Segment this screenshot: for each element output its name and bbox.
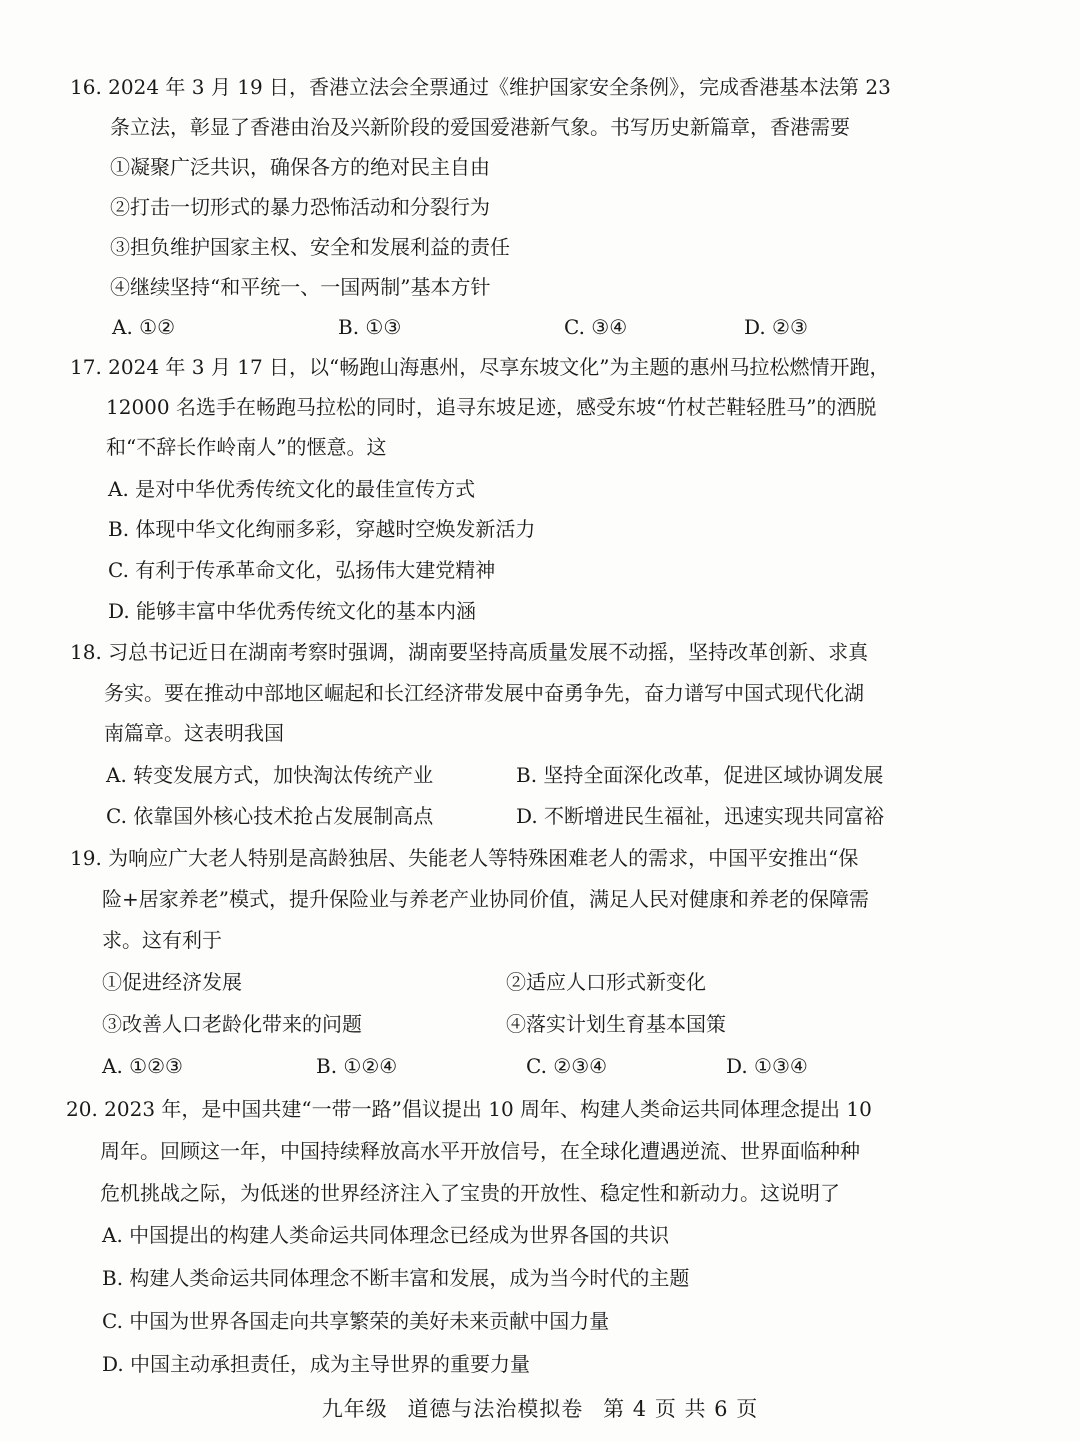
option-a: A. 中国提出的构建人类命运共同体理念已经成为世界各国的共识: [102, 1223, 670, 1247]
option-b: B. ①②④: [316, 1054, 398, 1078]
statement: ④落实计划生育基本国策: [506, 1012, 726, 1036]
page-footer: [0, 1394, 1080, 1424]
question-stem-line: 16. 2024 年 3 月 19 日，香港立法会全票通过《维护国家安全条例》，完成香港基本法第 23: [70, 72, 891, 102]
option-b: B. 坚持全面深化改革，促进区域协调发展: [516, 763, 884, 787]
question-stem-line: 12000 名选手在畅跑马拉松的同时，追寻东坡足迹，感受东坡“竹杖芒鞋轻胜马”的洒脱: [106, 395, 877, 419]
option-a: A. ①②③: [102, 1054, 183, 1078]
question-stem-line: 19. 为响应广大老人特别是高龄独居、失能老人等特殊困难老人的需求，中国平安推出“保: [70, 843, 858, 873]
question-stem-line: 条立法，彰显了香港由治及兴新阶段的爱国爱港新气象。书写历史新篇章，香港需要: [110, 115, 850, 139]
option-d: D. 不断增进民生福祉，迅速实现共同富裕: [516, 804, 885, 828]
option-b: B. ①③: [338, 315, 402, 339]
question-stem-line: 20. 2023 年，是中国共建“一带一路”倡议提出 10 周年、构建人类命运共同体理念提出 10: [66, 1094, 872, 1124]
question-stem-line: 险+居家养老”模式，提升保险业与养老产业协同价值，满足人民对健康和养老的保障需: [102, 887, 869, 911]
question-stem-line: 南篇章。这表明我国: [104, 721, 284, 745]
footer-page-number: 第 4 页 共 6 页: [603, 1397, 759, 1421]
question-stem-line: 18. 习总书记近日在湖南考察时强调，湖南要坚持高质量发展不动摇，坚持改革创新、求真: [70, 637, 868, 667]
question-stem-line: 和“不辞长作岭南人”的惬意。这: [106, 435, 387, 459]
question-stem-line: 17. 2024 年 3 月 17 日，以“畅跑山海惠州，尽享东坡文化”为主题的惠州马拉松燃情开跑，: [70, 352, 889, 382]
footer-subject: 道德与法治模拟卷: [407, 1397, 584, 1421]
question-stem-line: 周年。回顾这一年，中国持续释放高水平开放信号，在全球化遭遇逆流、世界面临种种: [100, 1139, 860, 1163]
option-a: A. ①②: [112, 315, 176, 339]
option-c: C. 中国为世界各国走向共享繁荣的美好未来贡献中国力量: [102, 1309, 610, 1333]
statement: ②适应人口形式新变化: [506, 970, 706, 994]
option-d: D. 能够丰富中华优秀传统文化的基本内涵: [108, 599, 477, 623]
question-number: 16.: [70, 75, 102, 99]
option-c: C. ②③④: [526, 1054, 608, 1078]
statement: ②打击一切形式的暴力恐怖活动和分裂行为: [110, 195, 490, 219]
footer-grade: 九年级: [321, 1397, 388, 1421]
statement: ①促进经济发展: [102, 970, 242, 994]
statement: ③担负维护国家主权、安全和发展利益的责任: [110, 235, 510, 259]
option-c: C. 有利于传承革命文化，弘扬伟大建党精神: [108, 558, 496, 582]
option-d: D. ①③④: [726, 1054, 808, 1078]
option-a: A. 是对中华优秀传统文化的最佳宣传方式: [108, 477, 476, 501]
option-b: B. 体现中华文化绚丽多彩，穿越时空焕发新活力: [108, 517, 536, 541]
question-stem-line: 务实。要在推动中部地区崛起和长江经济带发展中奋勇争先，奋力谱写中国式现代化湖: [104, 681, 864, 705]
question-number: 20.: [66, 1097, 98, 1121]
question-number: 17.: [70, 355, 102, 379]
option-d: D. ②③: [744, 315, 808, 339]
question-number: 19.: [70, 846, 102, 870]
option-a: A. 转变发展方式，加快淘汰传统产业: [106, 763, 434, 787]
option-b: B. 构建人类命运共同体理念不断丰富和发展，成为当今时代的主题: [102, 1266, 690, 1290]
question-stem-line: 危机挑战之际，为低迷的世界经济注入了宝贵的开放性、稳定性和新动力。这说明了: [100, 1181, 840, 1205]
statement: ④继续坚持“和平统一、一国两制”基本方针: [110, 275, 491, 299]
option-c: C. ③④: [564, 315, 628, 339]
question-number: 18.: [70, 640, 102, 664]
option-d: D. 中国主动承担责任，成为主导世界的重要力量: [102, 1352, 531, 1376]
question-stem-line: 求。这有利于: [102, 928, 222, 952]
statement: ①凝聚广泛共识，确保各方的绝对民主自由: [110, 155, 490, 179]
statement: ③改善人口老龄化带来的问题: [102, 1012, 362, 1036]
option-c: C. 依靠国外核心技术抢占发展制高点: [106, 804, 434, 828]
